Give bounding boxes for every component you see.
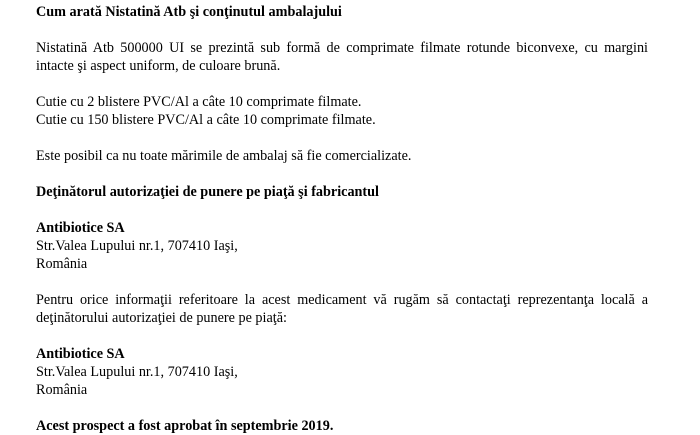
spacer — [36, 327, 648, 345]
holder-name: Antibiotice SA — [36, 220, 125, 236]
spacer — [36, 165, 648, 183]
pack-size-1: Cutie cu 2 blistere PVC/Al a câte 10 comprimate filmate. — [36, 94, 362, 110]
section-heading-appearance: Cum arată Nistatină Atb şi conţinutul ambalajului — [36, 4, 342, 20]
contact-line-1: Pentru orice informaţii referitoare la acest medicament vă rugăm să contactaţi reprezentanţa locală a — [36, 292, 648, 308]
leaflet-page — [36, 3, 648, 435]
spacer — [36, 273, 648, 291]
spacer — [36, 21, 648, 39]
representative-country: România — [36, 382, 88, 398]
representative-street: Str.Valea Lupului nr.1, 707410 Iaşi, — [36, 364, 238, 380]
section-heading-holder: Deţinătorul autorizaţiei de punere pe piaţă şi fabricantul — [36, 184, 379, 200]
spacer — [36, 399, 648, 417]
spacer — [36, 201, 648, 219]
holder-street: Str.Valea Lupului nr.1, 707410 Iaşi, — [36, 238, 238, 254]
description-line-1: Nistatină Atb 500000 UI se prezintă sub formă de comprimate filmate rotunde biconvexe, cu margini — [36, 40, 648, 56]
spacer — [36, 75, 648, 93]
holder-country: România — [36, 256, 88, 272]
contact-line-2: deţinătorului autorizaţiei de punere pe piaţă: — [36, 310, 287, 326]
spacer — [36, 129, 648, 147]
description-line-2: intacte şi aspect uniform, de culoare brună. — [36, 58, 281, 74]
representative-name: Antibiotice SA — [36, 346, 125, 362]
availability-note: Este posibil ca nu toate mărimile de ambalaj să fie comercializate. — [36, 148, 412, 164]
pack-size-2: Cutie cu 150 blistere PVC/Al a câte 10 comprimate filmate. — [36, 112, 376, 128]
approval-date: Acest prospect a fost aprobat în septembrie 2019. — [36, 418, 334, 434]
